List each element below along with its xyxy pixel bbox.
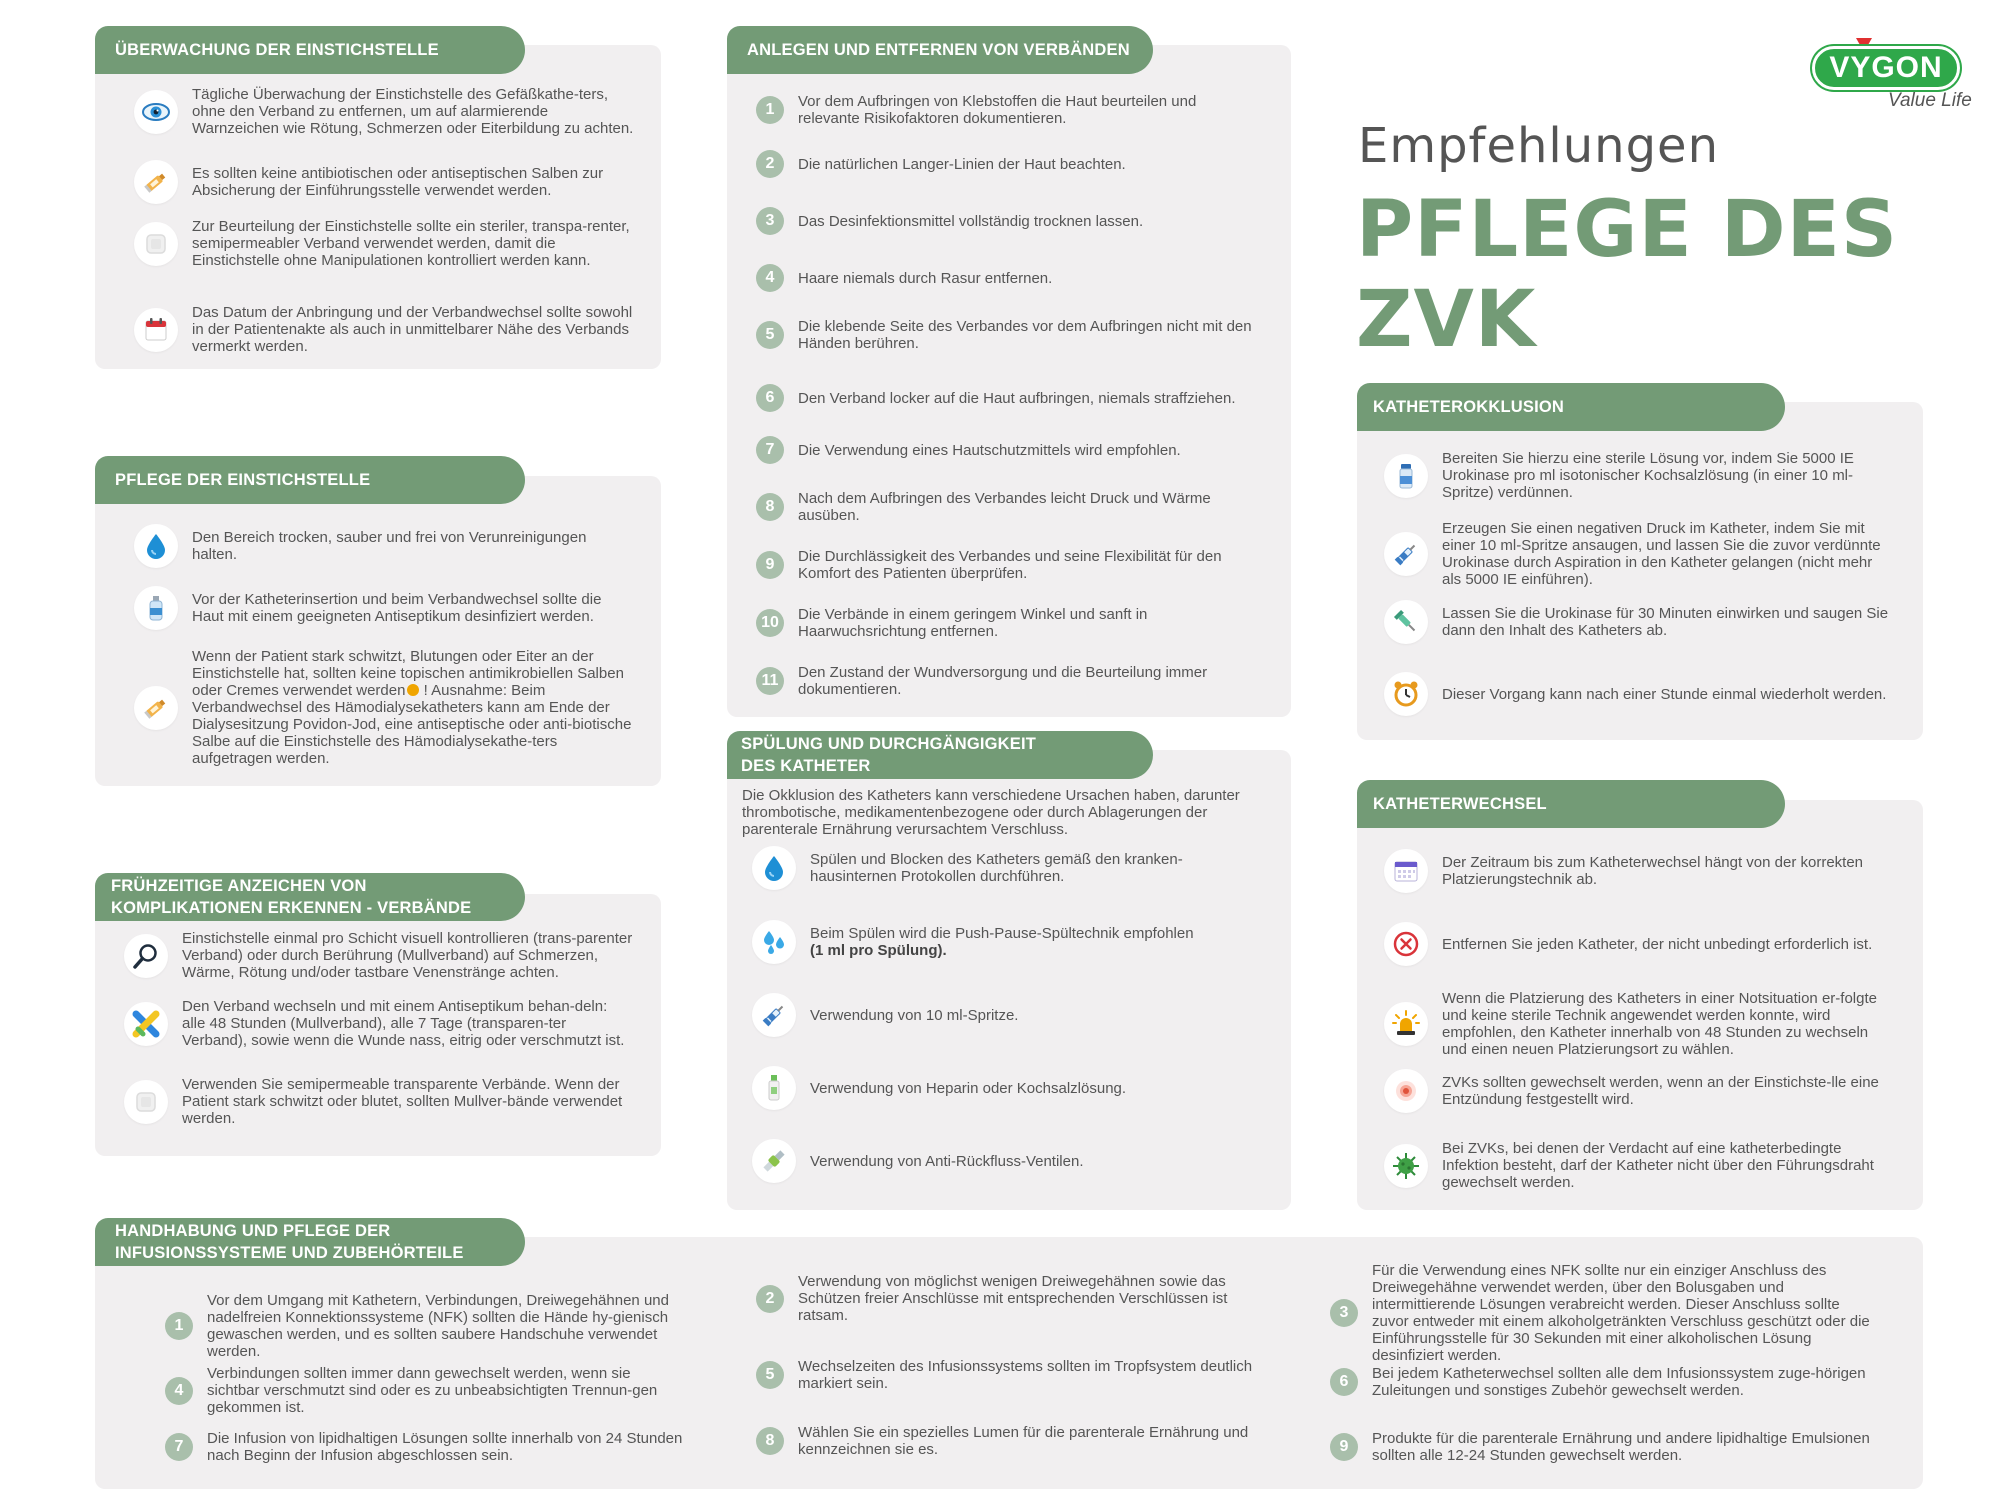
vial-icon	[1384, 454, 1428, 498]
list-item: Verwenden Sie semipermeable transparente Verbände. Wenn der Patient stark schwitzt oder blutet, sollten Mullver-bände verwendet werden.	[124, 1076, 634, 1127]
step-number: 5	[756, 321, 784, 349]
list-item: 2 Die natürlichen Langer-Linien der Haut beachten.	[756, 150, 1256, 178]
list-item: Den Verband wechseln und mit einem Antiseptikum behan-deln: alle 48 Stunden (Mullverband), alle 7 Tage (transparen-ter Verband), sowie wenn die Wunde nass, eitrig oder verschmutzt ist.	[124, 998, 634, 1049]
list-item: Einstichstelle einmal pro Schicht visuell kontrollieren (trans-parenter Verband) oder durch Berührung (Mullverband) auf Schmerzen, Wärme, Rötung und/oder tastbare Venenstränge achten.	[124, 930, 634, 981]
step-number: 2	[756, 1285, 784, 1313]
antiseptic-bottle-icon	[134, 586, 178, 630]
eye-icon	[134, 90, 178, 134]
magnifier-icon	[124, 934, 168, 978]
step-number: 4	[165, 1377, 193, 1405]
list-item: Vor der Katheterinsertion und beim Verbandwechsel sollte die Haut mit einem geeigneten Antiseptikum desinfiziert werden.	[134, 586, 634, 630]
logo-tagline: Value Life	[1888, 90, 1972, 111]
list-item: Den Bereich trocken, sauber und frei von Verunreinigungen halten.	[134, 524, 634, 568]
section-header: SPÜLUNG UND DURCHGÄNGIGKEIT DES KATHETER	[727, 731, 1153, 779]
list-item: Tägliche Überwachung der Einstichstelle des Gefäßkathe-ters, ohne den Verband zu entfernen, um auf alarmierende Warnzeichen wie Rötung, Schmerzen oder Eiterbildung zu achten.	[134, 86, 634, 137]
section-header: PFLEGE DER EINSTICHSTELLE	[95, 456, 525, 504]
alarm-clock-icon	[1384, 672, 1428, 716]
list-item: Bereiten Sie hierzu eine sterile Lösung vor, indem Sie 5000 IE Urokinase pro ml isotonischer Kochsalzlösung (in einer 10 ml-Spritze) verdünnen.	[1384, 450, 1894, 501]
step-number: 2	[756, 150, 784, 178]
ointment-tube-icon	[134, 686, 178, 730]
list-item: Der Zeitraum bis zum Katheterwechsel hängt von der korrekten Platzierungstechnik ab.	[1384, 849, 1894, 893]
transparent-dressing-icon	[134, 222, 178, 266]
syringe-icon	[752, 993, 796, 1037]
list-item: 10 Die Verbände in einem geringem Winkel und sanft in Haarwuchsrichtung entfernen.	[756, 606, 1256, 640]
list-item: 7 Die Verwendung eines Hautschutzmittels wird empfohlen.	[756, 436, 1256, 464]
step-number: 6	[1330, 1368, 1358, 1396]
step-number: 3	[756, 207, 784, 235]
section-header: FRÜHZEITIGE ANZEICHEN VON KOMPLIKATIONEN ERKENNEN - VERBÄNDE	[95, 873, 525, 921]
water-drop-icon	[134, 524, 178, 568]
page-subtitle: Empfehlungen	[1358, 118, 1720, 174]
list-item: Das Datum der Anbringung und der Verbandwechsel sollte sowohl in der Patientenakte als auch in unmittelbarer Nähe des Verbands vermerkt werden.	[134, 304, 634, 355]
section-intro: Die Okklusion des Katheters kann verschiedene Ursachen haben, darunter thrombotische, medikamentenbezogene oder durch Ablagerungen der parenterale Ernährung verursachtem Verschluss.	[742, 787, 1240, 838]
list-item: 3 Das Desinfektionsmittel vollständig trocknen lassen.	[756, 207, 1256, 235]
step-number: 11	[756, 667, 784, 695]
list-item: Wenn die Platzierung des Katheters in einer Notsituation er-folgte und keine sterile Technik angewendet werden konnte, wird empfohlen, den Katheter innerhalb von 48 Stunden zu wechseln und einen neuen Platzierungsort zu wählen.	[1384, 990, 1894, 1058]
virus-icon	[1384, 1144, 1428, 1188]
list-item: 6 Den Verband locker auf die Haut aufbringen, niemals straffziehen.	[756, 384, 1256, 412]
list-item: 9 Produkte für die parenterale Ernährung und andere lipidhaltige Emulsionen sollten alle 12-24 Stunden gewechselt werden.	[1330, 1430, 1870, 1464]
syringe-icon	[1384, 532, 1428, 576]
list-item: 3 Für die Verwendung eines NFK sollte nur ein einziger Anschluss des Dreiwegehähne verwendet werden, über den Bolusgaben und intermittierende Lösungen verabreicht werden. Dieser Anschluss sollte zuvor entweder mit einem alkoholgetränkten Verschluss geschützt oder die Einführungsstelle für 30 Sekunden mit einer alkoholischen Lösung desinfiziert werden.	[1330, 1262, 1870, 1364]
transparent-dressing-icon	[124, 1080, 168, 1124]
saline-bottle-icon	[752, 1066, 796, 1110]
list-item: 5 Wechselzeiten des Infusionssystems sollten im Tropfsystem deutlich markiert sein.	[756, 1358, 1276, 1392]
step-number: 4	[756, 264, 784, 292]
step-number: 8	[756, 1427, 784, 1455]
step-number: 1	[756, 96, 784, 124]
list-item: 8 Nach dem Aufbringen des Verbandes leicht Druck und Wärme ausüben.	[756, 490, 1256, 524]
step-number: 5	[756, 1361, 784, 1389]
section-header: KATHETEROKKLUSION	[1357, 383, 1785, 431]
page-title: PFLEGE DES ZVK	[1356, 185, 1899, 365]
list-item: 4 Haare niemals durch Rasur entfernen.	[756, 264, 1256, 292]
step-number: 9	[756, 551, 784, 579]
list-item: 11 Den Zustand der Wundversorgung und die Beurteilung immer dokumentieren.	[756, 664, 1256, 698]
list-item: ZVKs sollten gewechselt werden, wenn an der Einstichste-lle eine Entzündung festgestellt wird.	[1384, 1069, 1894, 1113]
section-header: KATHETERWECHSEL	[1357, 780, 1785, 828]
list-item: Erzeugen Sie einen negativen Druck im Katheter, indem Sie mit einer 10 ml-Spritze ansaugen, und lassen Sie die zuvor verdünnte Urokinase durch Aspiration in den Katheter gelangen (nicht mehr als 5000 IE einführen).	[1384, 520, 1894, 588]
list-item: Beim Spülen wird die Push-Pause-Spültechnik empfohlen (1 ml pro Spülung).	[752, 920, 1252, 964]
section-header: ÜBERWACHUNG DER EINSTICHSTELLE	[95, 26, 525, 74]
step-number: 1	[165, 1312, 193, 1340]
step-number: 6	[756, 384, 784, 412]
list-item: Verwendung von Anti-Rückfluss-Ventilen.	[752, 1139, 1252, 1183]
list-item: 1 Vor dem Aufbringen von Klebstoffen die Haut beurteilen und relevante Risikofaktoren dokumentieren.	[756, 93, 1256, 127]
step-number: 8	[756, 493, 784, 521]
valve-connector-icon	[752, 1139, 796, 1183]
water-drop-icon	[752, 846, 796, 890]
step-number: 10	[756, 609, 784, 637]
list-item: Wenn der Patient stark schwitzt, Blutungen oder Eiter an der Einstichstelle hat, sollten keine topischen antimikrobiellen Salben oder Cremes verwendet werden ! Ausnahme: Beim Verbandwechsel des Hämodialysekatheters kann am Ende der Dialysesitzung Povidon-Jod, eine antiseptische oder anti-biotische Salbe auf die Einstichstelle des Hämodialysekathe-ters aufgetragen werden.	[134, 648, 634, 767]
list-item: 1 Vor dem Umgang mit Kathetern, Verbindungen, Dreiwegehähnen und nadelfreien Konnektionssysteme (NFK) sollten die Hände hy-gienisch gewaschen werden, und es sollten saubere Handschuhe verwendet werden.	[165, 1292, 685, 1360]
list-item: Zur Beurteilung der Einstichstelle sollte ein steriler, transpa-renter, semipermeabler Verband verwendet werden, damit die Einstichstelle ohne Manipulationen kontrolliert werden kann.	[134, 218, 634, 269]
list-item: 9 Die Durchlässigkeit des Verbandes und seine Flexibilität für den Komfort des Patienten überprüfen.	[756, 548, 1256, 582]
section-header: HANDHABUNG UND PFLEGE DER INFUSIONSSYSTEME UND ZUBEHÖRTEILE	[95, 1218, 525, 1266]
list-item: Es sollten keine antibiotischen oder antiseptischen Salben zur Absicherung der Einführungsstelle verwendet werden.	[134, 160, 634, 204]
list-item: Bei ZVKs, bei denen der Verdacht auf eine katheterbedingte Infektion besteht, darf der Katheter nicht über den Führungsdraht gewechselt werden.	[1384, 1140, 1894, 1191]
list-item: Entfernen Sie jeden Katheter, der nicht unbedingt erforderlich ist.	[1384, 922, 1894, 966]
vygon-logo	[1812, 38, 1972, 118]
emergency-light-icon	[1384, 1002, 1428, 1046]
calendar-icon	[134, 308, 178, 352]
warning-icon	[407, 684, 419, 696]
step-number: 9	[1330, 1433, 1358, 1461]
list-item: 7 Die Infusion von lipidhaltigen Lösungen sollte innerhalb von 24 Stunden nach Beginn der Infusion abgeschlossen sein.	[165, 1430, 685, 1464]
list-item: Spülen und Blocken des Katheters gemäß den kranken-hausinternen Protokollen durchführen.	[752, 846, 1252, 890]
list-item: 6 Bei jedem Katheterwechsel sollten alle dem Infusionssystem zuge-hörigen Zuleitungen und sonstiges Zubehör gewechselt werden.	[1330, 1365, 1870, 1399]
injection-icon	[1384, 600, 1428, 644]
step-number: 7	[756, 436, 784, 464]
list-item: Lassen Sie die Urokinase für 30 Minuten einwirken und saugen Sie dann den Inhalt des Katheters ab.	[1384, 600, 1894, 644]
ointment-tube-icon	[134, 160, 178, 204]
list-item: Verwendung von 10 ml-Spritze.	[752, 993, 1252, 1037]
splash-drops-icon	[752, 920, 796, 964]
list-item: 5 Die klebende Seite des Verbandes vor dem Aufbringen nicht mit den Händen berühren.	[756, 318, 1256, 352]
calendar-grid-icon	[1384, 849, 1428, 893]
list-item: 2 Verwendung von möglichst wenigen Dreiwegehähnen sowie das Schützen freier Anschlüsse mit entsprechenden Verschlüssen ist ratsam.	[756, 1273, 1276, 1324]
section-header: ANLEGEN UND ENTFERNEN VON VERBÄNDEN	[727, 26, 1153, 74]
remove-x-icon	[1384, 922, 1428, 966]
list-item: Verwendung von Heparin oder Kochsalzlösung.	[752, 1066, 1252, 1110]
list-item: Dieser Vorgang kann nach einer Stunde einmal wiederholt werden.	[1384, 672, 1894, 716]
dressing-change-icon	[124, 1002, 168, 1046]
step-number: 3	[1330, 1299, 1358, 1327]
list-item: 4 Verbindungen sollten immer dann gewechselt werden, wenn sie sichtbar verschmutzt sind oder es zu unbeabsichtigten Trennun-gen gekommen ist.	[165, 1365, 685, 1416]
step-number: 7	[165, 1433, 193, 1461]
logo-wordmark: VYGON	[1812, 46, 1960, 90]
inflammation-icon	[1384, 1069, 1428, 1113]
list-item: 8 Wählen Sie ein spezielles Lumen für die parenterale Ernährung und kennzeichnen sie es.	[756, 1424, 1276, 1458]
